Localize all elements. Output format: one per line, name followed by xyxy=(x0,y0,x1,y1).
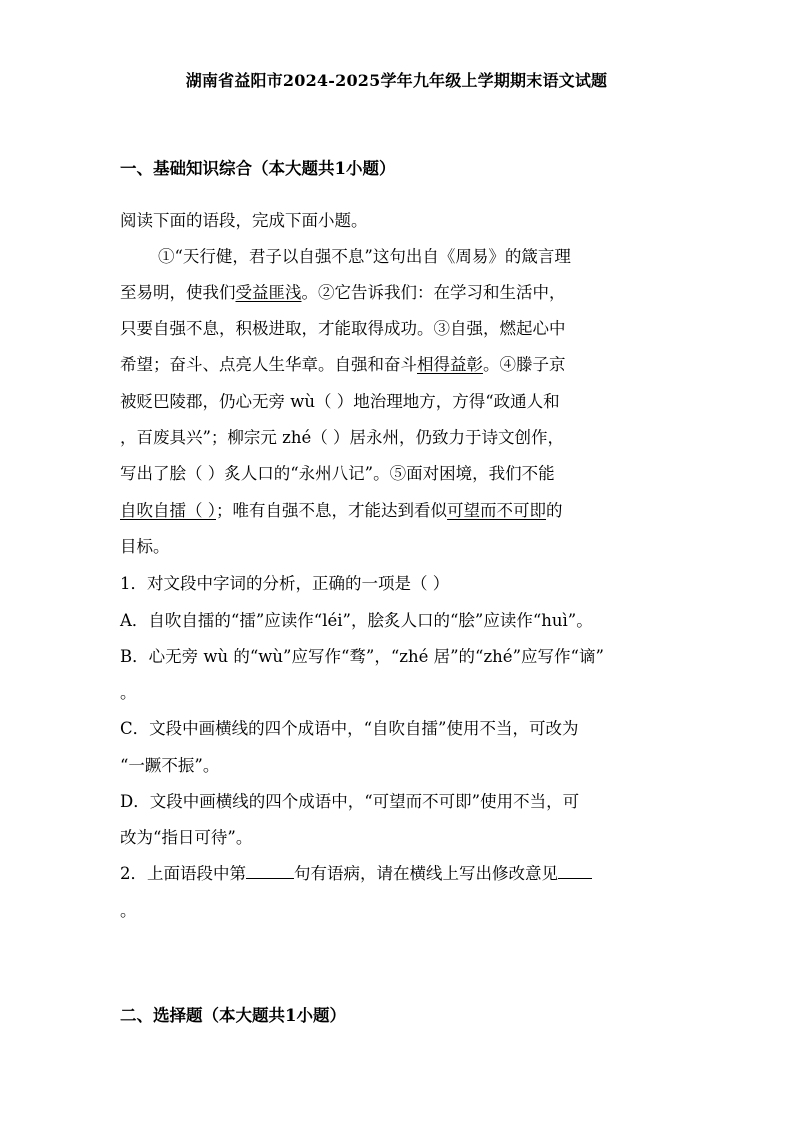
passage-text: 至易明，使我们 xyxy=(120,283,236,302)
section-2-heading: 二、选择题（本大题共1小题） xyxy=(120,1006,346,1025)
passage-line: 只要自强不息，积极进取，才能取得成功。③自强，燃起心中 xyxy=(120,319,566,338)
option-d[interactable]: D．文段中画横线的四个成语中，“可望而不可即”使用不当，可 xyxy=(120,792,580,811)
question-2-text: 2．上面语段中第 xyxy=(120,864,246,883)
option-c[interactable]: C．文段中画横线的四个成语中，“自吹自擂”使用不当，可改为 xyxy=(120,719,579,738)
option-b[interactable]: B．心无旁 wù 的“wù”应写作“骛”，“zhé 居”的“zhé”应写作“谪” xyxy=(120,647,604,666)
sentence-number-blank[interactable] xyxy=(246,864,294,879)
passage-line xyxy=(120,279,566,303)
option-a[interactable]: A．自吹自擂的“擂”应读作“léi”，脍炙人口的“脍”应读作“huì”。 xyxy=(120,611,593,630)
passage-text: ；唯有自强不息，才能达到看似 xyxy=(216,501,447,520)
underlined-idiom: 相得益彰 xyxy=(417,355,483,374)
passage-line xyxy=(120,351,566,375)
revision-blank[interactable] xyxy=(558,864,592,879)
underlined-idiom: 可望而不可即 xyxy=(447,501,546,520)
passage-text: 。②它告诉我们：在学习和生活中， xyxy=(301,283,566,302)
question-2-stem xyxy=(120,860,592,884)
question-2-text: 句有语病，请在横线上写出修改意见 xyxy=(294,864,558,883)
passage-line: ，百废具兴”；柳宗元 zhé（ ）居永州，仍致力于诗文创作， xyxy=(120,428,565,447)
passage-line: ①“天行健，君子以自强不息”这句出自《周易》的箴言理 xyxy=(158,247,571,266)
option-b-continuation: 。 xyxy=(120,683,137,702)
reading-instruction: 阅读下面的语段，完成下面小题。 xyxy=(120,211,368,230)
option-c-continuation: “一蹶不振”。 xyxy=(120,756,220,775)
underlined-idiom: 受益匪浅 xyxy=(235,283,302,302)
passage-line: 目标。 xyxy=(120,537,170,556)
section-1-heading: 一、基础知识综合（本大题共1小题） xyxy=(120,159,396,178)
question-1-stem: 1．对文段中字词的分析，正确的一项是（ ） xyxy=(120,574,450,593)
underlined-idiom: 自吹自擂（ ） xyxy=(120,501,216,520)
passage-text: 希望；奋斗、点亮人生华章。自强和奋斗 xyxy=(120,355,417,374)
passage-line xyxy=(120,497,563,521)
passage-line: 写出了脍（ ）炙人口的“永州八记”。⑤面对困境，我们不能 xyxy=(120,464,555,483)
document-title: 湖南省益阳市2024-2025学年九年级上学期期末语文试题 xyxy=(185,71,608,90)
passage-line: 被贬巴陵郡，仍心无旁 wù（ ）地治理地方，方得“政通人和 xyxy=(120,392,560,411)
passage-text: 。④滕子京 xyxy=(483,355,566,374)
question-2-continuation: 。 xyxy=(120,901,137,920)
option-d-continuation: 改为“指日可待”。 xyxy=(120,828,253,847)
passage-text: 的 xyxy=(546,501,563,520)
